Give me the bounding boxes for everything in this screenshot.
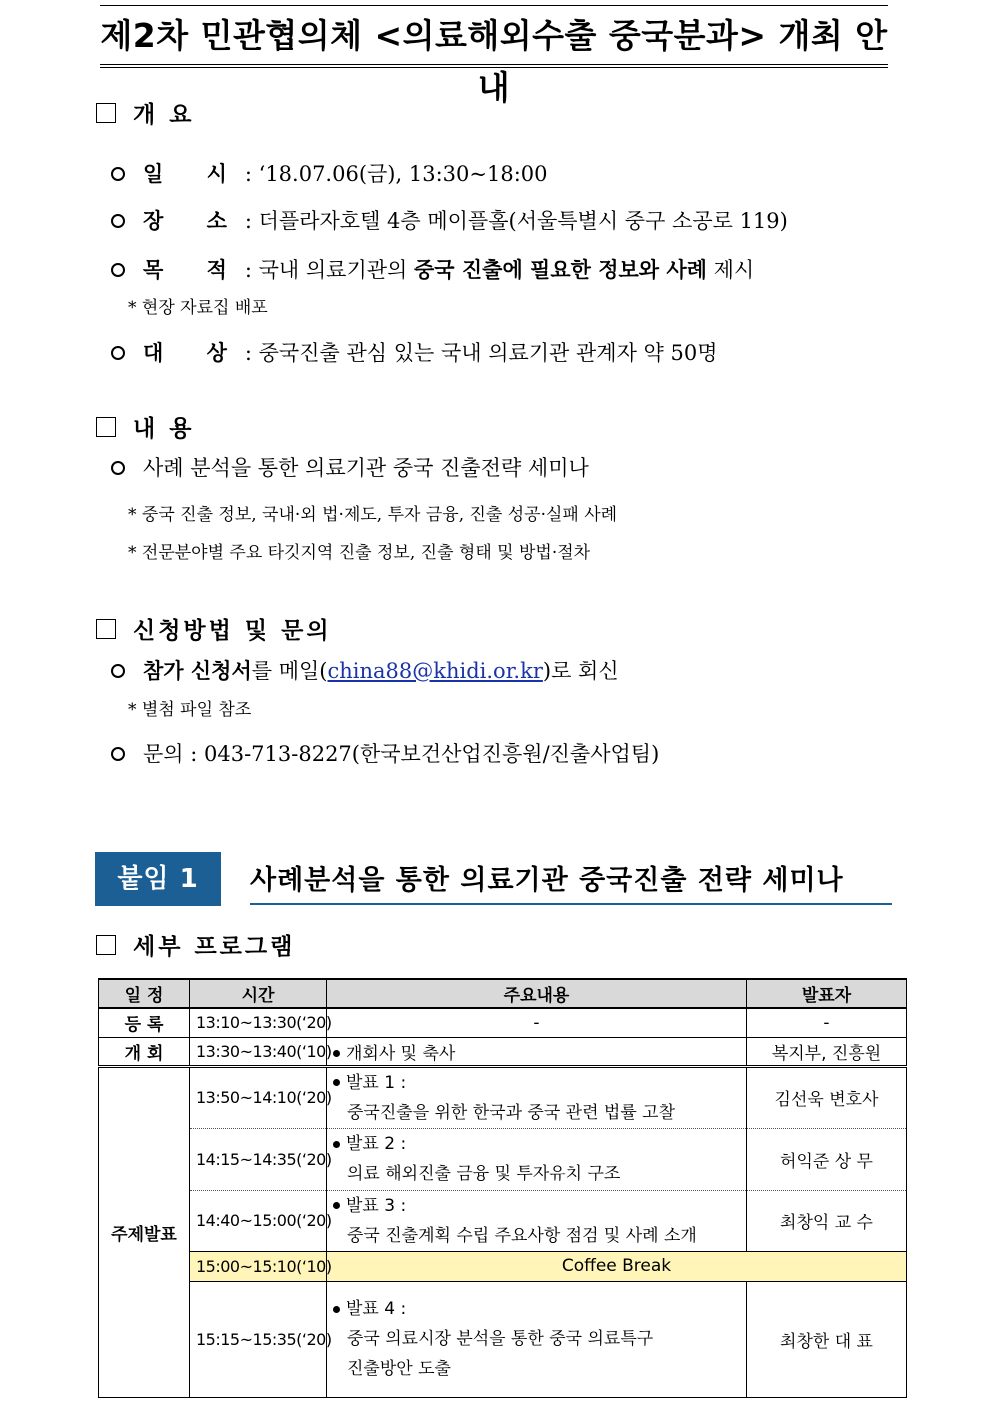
content-cell xyxy=(327,1128,747,1190)
content-item: 사례 분석을 통한 의료기관 중국 진출전략 세미나 xyxy=(143,456,589,480)
talk-label-line xyxy=(333,1191,740,1221)
apply-form-label: 참가 신청서 xyxy=(143,658,252,683)
overview-label: 대 상 xyxy=(143,340,245,365)
bullet-dot-icon xyxy=(333,1306,340,1313)
title-rule-bottom-2 xyxy=(100,67,888,68)
table-row xyxy=(99,1037,907,1066)
section-box-icon xyxy=(96,103,116,123)
speaker-cell: 최창한 대 표 xyxy=(747,1281,907,1397)
talk-title: 중국진출을 위한 한국과 중국 관련 법률 고찰 xyxy=(347,1102,676,1123)
note-materials: * 현장 자료집 배포 xyxy=(128,298,268,318)
time-cell: 13:30~13:40(‘10) xyxy=(190,1037,327,1066)
section-box-icon xyxy=(96,935,116,955)
talk-label-line xyxy=(333,1294,740,1324)
overview-label: 장 소 xyxy=(143,208,245,233)
overview-value: : 국내 의료기관의 xyxy=(244,258,414,282)
overview-label: 목 적 xyxy=(143,257,245,282)
attachment-title-rule xyxy=(250,903,892,905)
content-note-2: * 전문분야별 주요 타깃지역 진출 정보, 진출 형태 및 방법·절차 xyxy=(128,543,591,563)
content-cell xyxy=(327,1281,747,1397)
overview-value: : 더플라자호텔 4층 메이플홀(서울특별시 중구 소공로 119) xyxy=(244,209,788,233)
overview-value-emphasis: 중국 진출에 필요한 정보와 사례 xyxy=(414,257,707,282)
table-row xyxy=(99,1066,907,1128)
table-header-row xyxy=(99,979,907,1008)
apply-text: 를 메일( xyxy=(251,659,328,683)
header-speaker: 발표자 xyxy=(747,979,907,1008)
time-cell: 13:50~14:10(‘20) xyxy=(190,1066,327,1128)
title-rule-top xyxy=(100,5,888,6)
talk-label: 발표 2 : xyxy=(346,1134,407,1154)
time-cell: 15:00~15:10(‘10) xyxy=(190,1251,327,1281)
bullet-dot-icon xyxy=(333,1050,340,1057)
section-heading-apply: 신청방법 및 문의 xyxy=(133,617,332,644)
table-row xyxy=(99,1190,907,1251)
apply-item-contact: 문의 : 043-713-8227(한국보건산업진흥원/진출사업팀) xyxy=(143,742,660,766)
bullet-circle-icon xyxy=(111,461,125,475)
apply-item-email xyxy=(143,655,619,685)
bullet-circle-icon xyxy=(111,664,125,678)
bullet-circle-icon xyxy=(111,263,125,277)
talk-label: 발표 4 : xyxy=(346,1299,407,1319)
content-cell: - xyxy=(327,1008,747,1037)
talk-title: 진출방안 도출 xyxy=(347,1359,451,1379)
table-row xyxy=(99,1128,907,1190)
content-note-1: * 중국 진출 정보, 국내·외 법·제도, 투자 금융, 진출 성공·실패 사례 xyxy=(128,505,618,525)
attachment-tag: 붙임 1 xyxy=(95,852,221,906)
talk-title: 중국 진출계획 수립 주요사항 점검 및 사례 소개 xyxy=(347,1225,697,1246)
header-content: 주요내용 xyxy=(327,979,747,1008)
speaker-cell: 복지부, 진흥원 xyxy=(747,1037,907,1066)
time-cell: 14:15~14:35(‘20) xyxy=(190,1128,327,1190)
bullet-dot-icon xyxy=(333,1141,340,1148)
bullet-circle-icon xyxy=(111,346,125,360)
overview-item-target xyxy=(143,337,718,367)
speaker-cell: 허익준 상 무 xyxy=(747,1128,907,1190)
page-title: 제2차 민관협의체 <의료해외수출 중국분과> 개최 안내 xyxy=(100,16,888,107)
bullet-circle-icon xyxy=(111,747,125,761)
stage-cell-main: 주제발표 xyxy=(99,1066,190,1397)
content-text: 개회사 및 축사 xyxy=(346,1043,456,1064)
apply-text: )로 회신 xyxy=(542,659,619,683)
header-stage: 일 정 xyxy=(99,979,190,1008)
attachment-title: 사례분석을 통한 의료기관 중국진출 전략 세미나 xyxy=(250,865,844,896)
overview-label: 일 시 xyxy=(143,161,245,186)
coffee-break-cell: Coffee Break xyxy=(327,1251,907,1281)
bullet-circle-icon xyxy=(111,167,125,181)
table-row xyxy=(99,1281,907,1397)
table-row xyxy=(99,1008,907,1037)
header-time: 시간 xyxy=(190,979,327,1008)
time-cell: 13:10~13:30(‘20) xyxy=(190,1008,327,1037)
talk-label: 발표 3 : xyxy=(346,1195,407,1216)
section-heading-overview: 개 요 xyxy=(133,101,195,128)
talk-label: 발표 1 : xyxy=(346,1072,407,1093)
overview-item-place xyxy=(143,205,788,235)
time-cell: 15:15~15:35(‘20) xyxy=(190,1281,327,1397)
talk-label-line xyxy=(333,1068,740,1098)
talk-title: 중국 의료시장 분석을 통한 중국 의료특구 xyxy=(347,1329,654,1349)
overview-item-purpose xyxy=(143,254,754,284)
bullet-dot-icon xyxy=(333,1202,340,1209)
bullet-circle-icon xyxy=(111,214,125,228)
speaker-cell: - xyxy=(747,1008,907,1037)
section-box-icon xyxy=(96,619,116,639)
section-heading-content: 내 용 xyxy=(133,415,195,442)
content-cell xyxy=(327,1066,747,1128)
stage-cell: 개 회 xyxy=(99,1037,190,1066)
time-cell: 14:40~15:00(‘20) xyxy=(190,1190,327,1251)
apply-note: * 별첨 파일 참조 xyxy=(128,700,252,720)
overview-item-date xyxy=(143,158,548,188)
overview-value: : 중국진출 관심 있는 국내 의료기관 관계자 약 50명 xyxy=(244,341,718,365)
speaker-cell: 김선욱 변호사 xyxy=(747,1066,907,1128)
content-cell xyxy=(327,1037,747,1066)
bullet-dot-icon xyxy=(333,1079,340,1086)
section-heading-program: 세부 프로그램 xyxy=(133,933,296,960)
section-box-icon xyxy=(96,417,116,437)
overview-value: 제시 xyxy=(706,258,755,282)
overview-value: : ‘18.07.06(금), 13:30~18:00 xyxy=(244,162,548,186)
speaker-cell: 최창익 교 수 xyxy=(747,1190,907,1251)
talk-title: 의료 해외진출 금융 및 투자유치 구조 xyxy=(347,1164,621,1184)
stage-cell: 등 록 xyxy=(99,1008,190,1037)
content-cell xyxy=(327,1190,747,1251)
table-row-coffee xyxy=(99,1251,907,1281)
title-rule-bottom xyxy=(100,64,888,65)
talk-label-line xyxy=(333,1129,740,1159)
program-table xyxy=(98,978,907,1398)
email-link[interactable]: china88@khidi.or.kr xyxy=(327,659,543,683)
